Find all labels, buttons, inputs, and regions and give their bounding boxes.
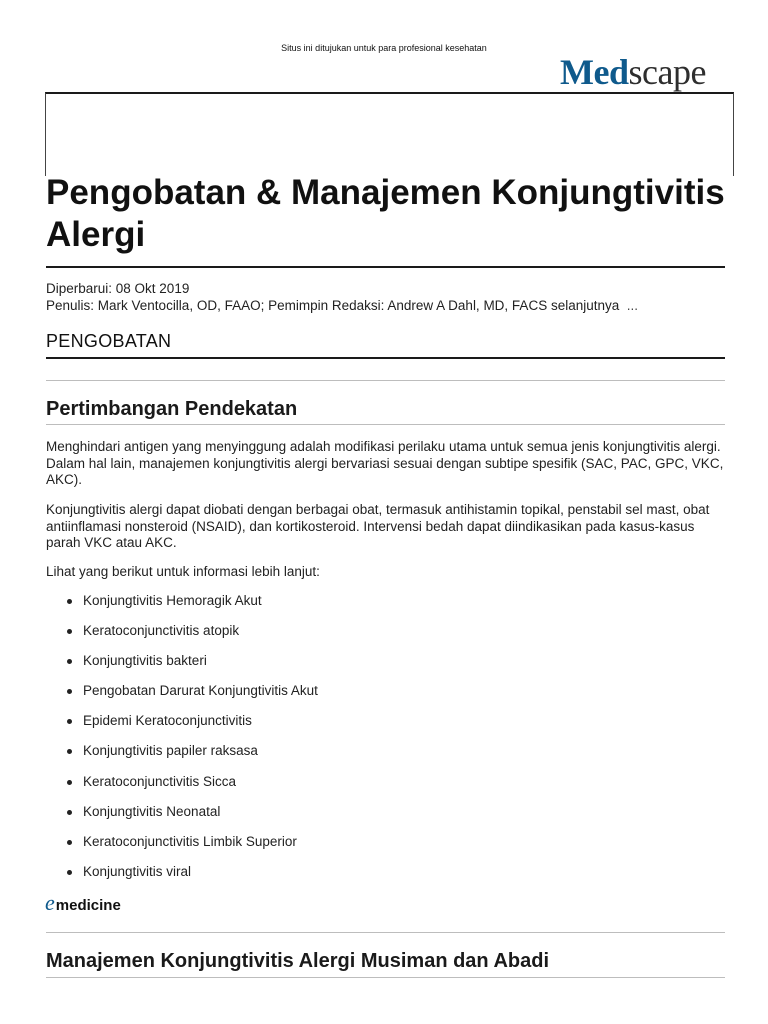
link-text[interactable]: Konjungtivitis papiler raksasa	[83, 743, 258, 759]
section-label: PENGOBATAN	[46, 331, 172, 351]
bullet-icon	[67, 599, 72, 604]
link-text[interactable]: Konjungtivitis Hemoragik Akut	[83, 593, 262, 608]
section-heading-management: Manajemen Konjungtivitis Alergi Musiman dan Abadi	[46, 950, 550, 972]
section-heading-divider	[46, 424, 725, 425]
list-item[interactable]	[46, 863, 318, 893]
related-links-list	[46, 592, 318, 893]
list-item[interactable]	[46, 833, 318, 863]
bullet-icon	[67, 780, 72, 785]
professional-notice: Situs ini ditujukan untuk para profesional kesehatan	[281, 43, 487, 53]
bullet-icon	[67, 810, 72, 815]
list-item[interactable]	[46, 652, 318, 682]
updated-date: Diperbarui: 08 Okt 2019	[46, 281, 190, 296]
link-text[interactable]: Keratoconjunctivitis Sicca	[83, 773, 237, 789]
section2-heading-divider	[46, 977, 725, 978]
section-top-divider	[46, 380, 725, 381]
link-text[interactable]: Keratoconjunctivitis Limbik Superior	[83, 833, 297, 849]
bullet-icon	[67, 719, 72, 724]
list-item[interactable]	[46, 803, 318, 833]
list-item[interactable]	[46, 592, 318, 622]
list-item[interactable]	[46, 773, 318, 803]
bullet-icon	[67, 629, 72, 634]
link-text[interactable]: Epidemi Keratoconjunctivitis	[83, 713, 252, 729]
bullet-icon	[67, 870, 72, 875]
article-meta	[46, 280, 726, 314]
author-line	[46, 297, 726, 314]
paragraph-3: Lihat yang berikut untuk informasi lebih lanjut:	[46, 564, 320, 579]
bullet-icon	[67, 659, 72, 664]
section2-top-divider	[46, 932, 725, 933]
emedicine-text: medicine	[55, 897, 121, 914]
logo-med-text: Med	[560, 52, 629, 92]
logo-scape-text: scape	[628, 52, 706, 92]
emedicine-logo	[45, 890, 121, 916]
title-divider	[46, 266, 725, 268]
link-text[interactable]: Keratoconjunctivitis atopik	[83, 623, 240, 639]
link-text[interactable]: Konjungtivitis bakteri	[83, 653, 207, 669]
paragraph-2: Konjungtivitis alergi dapat diobati dengan berbagai obat, termasuk antihistamin topikal, penstabil sel mast, obat antiinflamasi nonsteroid (NSAID), dan kortikosteroid. Intervensi bedah dapat diindikasikan pada kasus-kasus parah VKC atau AKC.	[46, 502, 710, 550]
section-label-divider	[46, 357, 725, 359]
list-item[interactable]	[46, 682, 318, 712]
list-item[interactable]	[46, 742, 318, 772]
list-item[interactable]	[46, 622, 318, 652]
list-item[interactable]	[46, 712, 318, 742]
bullet-icon	[67, 689, 72, 694]
bullet-icon	[67, 840, 72, 845]
medscape-logo[interactable]	[560, 52, 706, 92]
ad-banner-frame	[45, 92, 734, 176]
author-names: Penulis: Mark Ventocilla, OD, FAAO; Pemimpin Redaksi: Andrew A Dahl, MD, FACS selanjutnya	[46, 298, 620, 313]
link-text[interactable]: Konjungtivitis viral	[83, 863, 192, 879]
authors-more-link[interactable]: ...	[626, 298, 639, 313]
link-text[interactable]: Pengobatan Darurat Konjungtivitis Akut	[83, 683, 318, 699]
paragraph-1: Menghindari antigen yang menyinggung adalah modifikasi perilaku utama untuk semua jenis konjungtivitis alergi. Dalam hal lain, manajemen konjungtivitis alergi bervariasi sesuai dengan subtipe spesifik (SAC, PAC, GPC, VKC, AKC).	[46, 439, 724, 487]
emedicine-e-glyph: e	[45, 890, 55, 915]
bullet-icon	[67, 749, 72, 754]
section-heading-approach: Pertimbangan Pendekatan	[46, 398, 298, 420]
link-text[interactable]: Konjungtivitis Neonatal	[83, 803, 221, 819]
page-title: Pengobatan & Manajemen Konjungtivitis Alergi	[46, 173, 725, 254]
